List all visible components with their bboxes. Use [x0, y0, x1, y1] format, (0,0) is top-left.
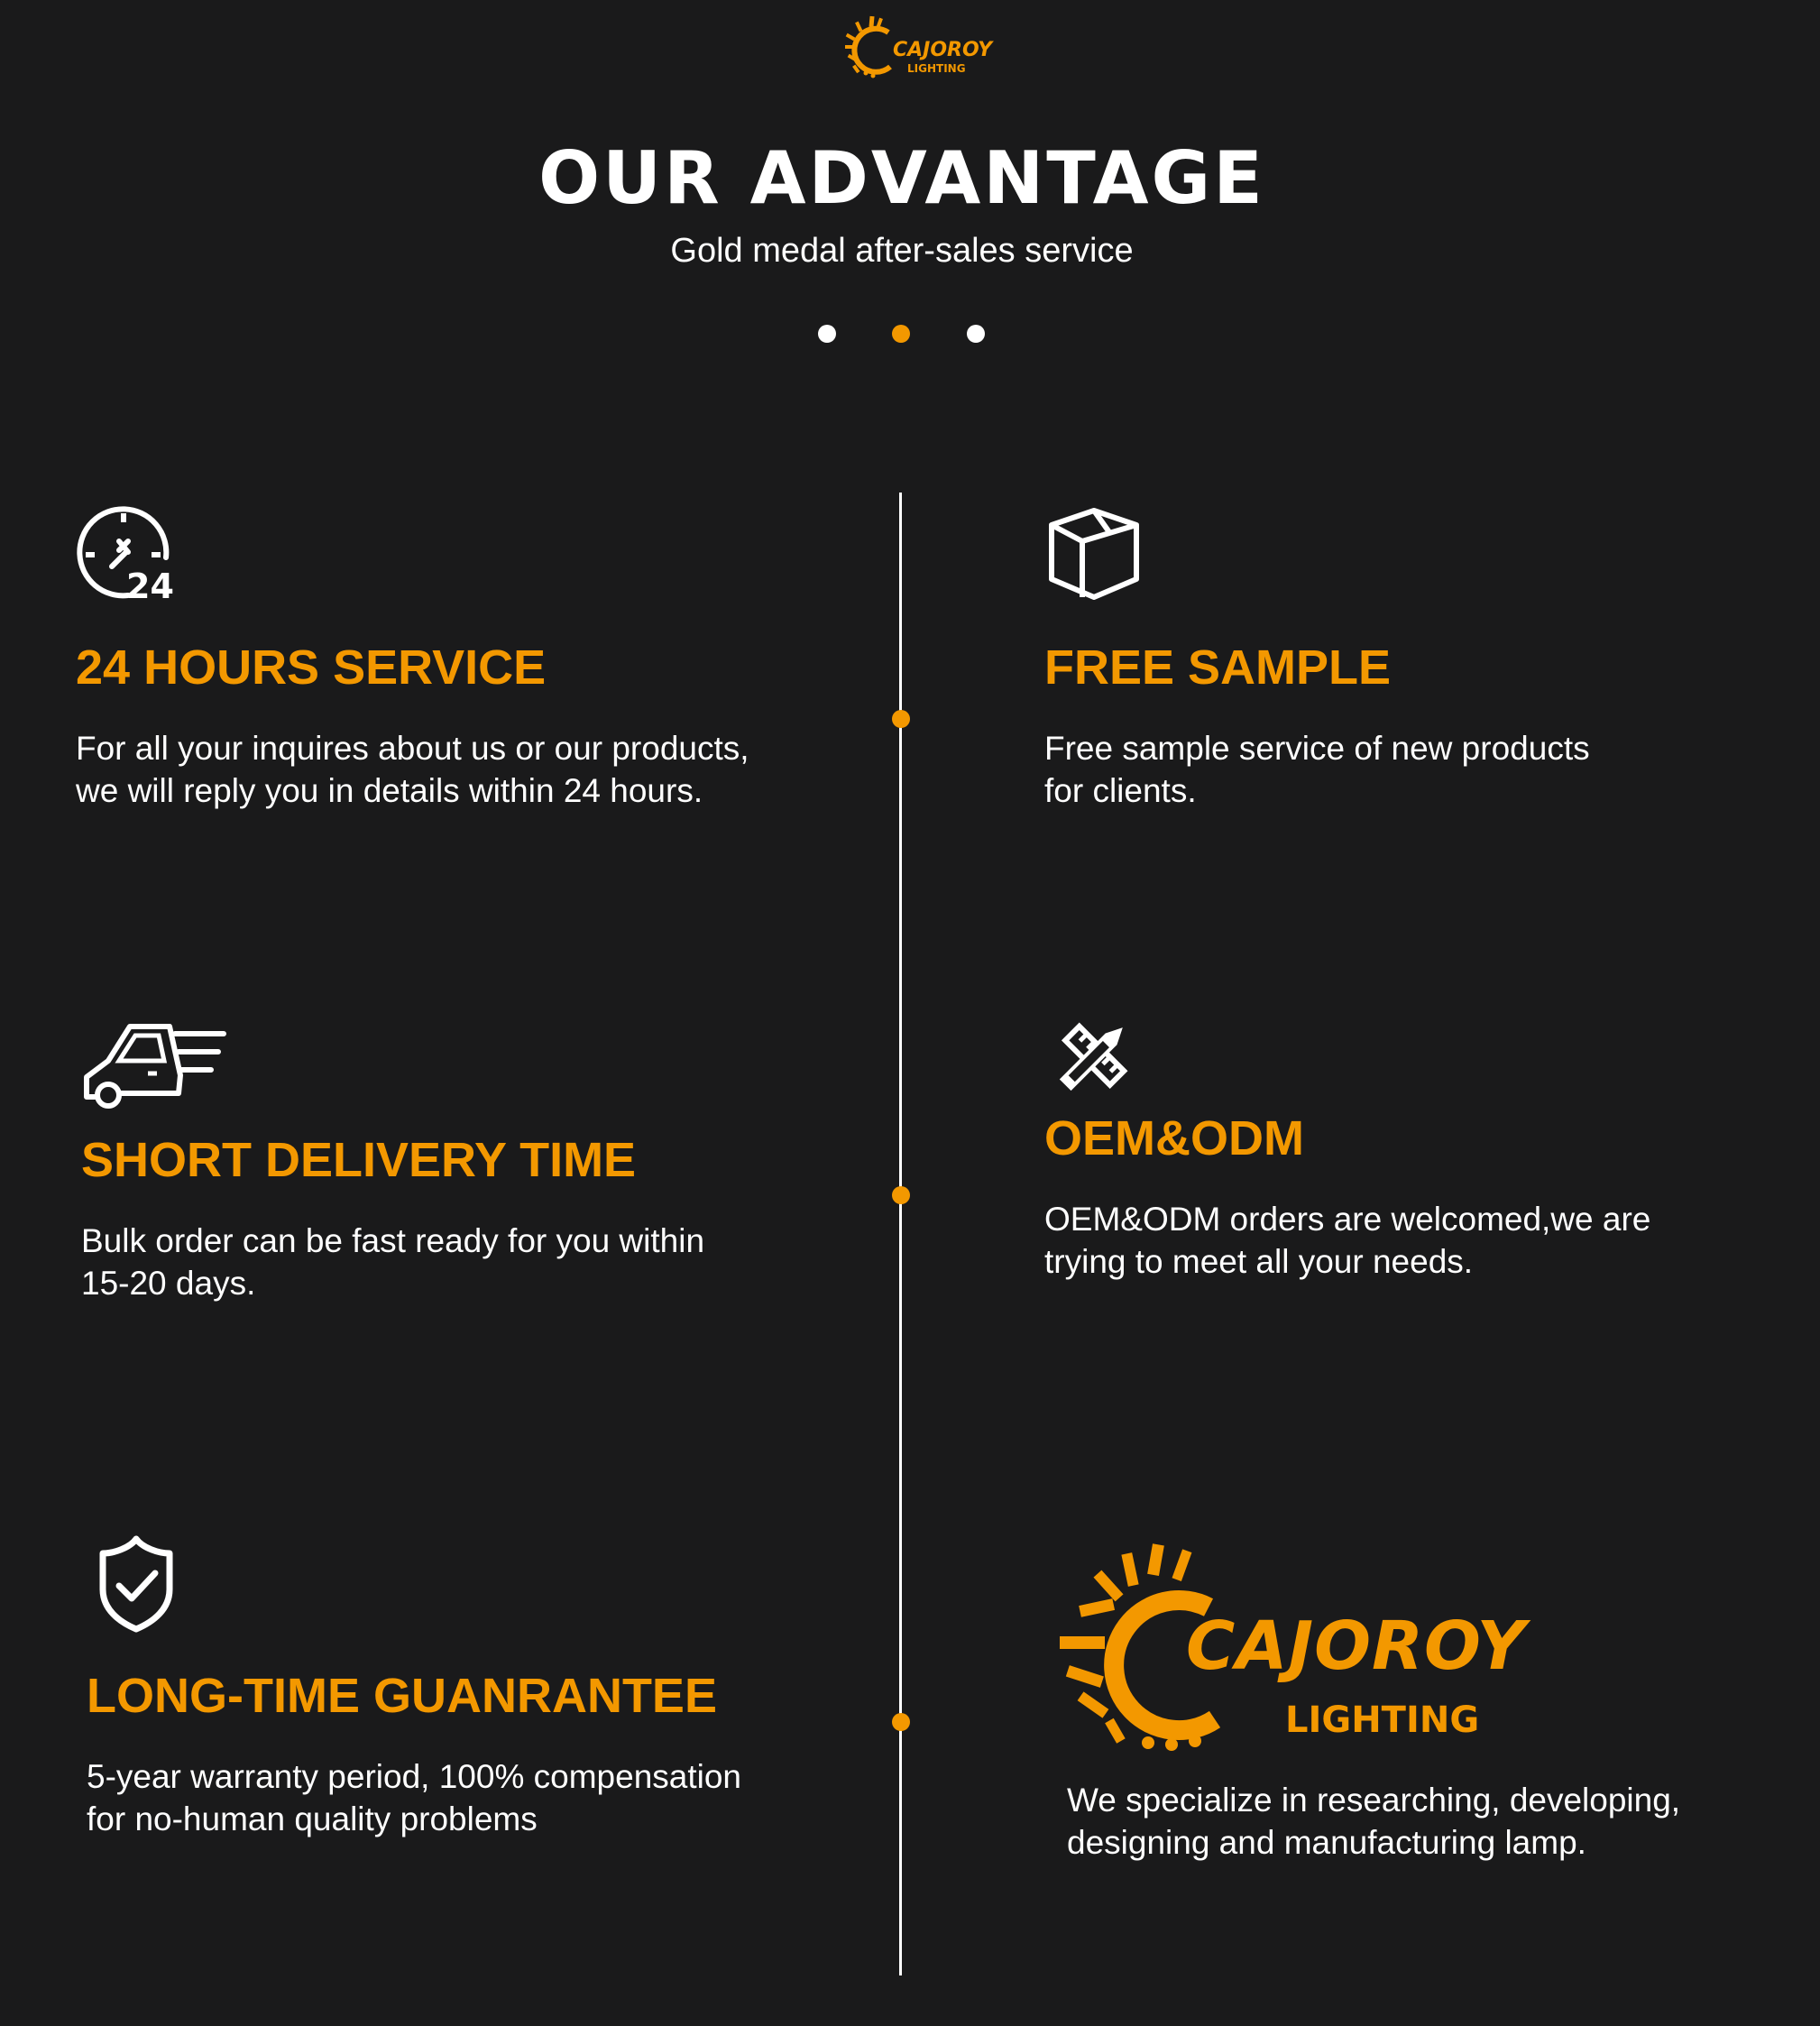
shield-check-icon	[87, 1533, 186, 1633]
logo-sub-text: LIGHTING	[1285, 1699, 1480, 1741]
feature-line: 15-20 days.	[81, 1265, 256, 1302]
feature-title: SHORT DELIVERY TIME	[81, 1133, 637, 1187]
feature-long-time-guarantee	[87, 1533, 826, 1840]
pager-dot-1[interactable]	[818, 325, 836, 343]
timeline-node-2	[892, 1186, 910, 1204]
logo-brand-text: CAJOROY	[1186, 1607, 1527, 1685]
clock-24-icon	[76, 505, 175, 604]
pencil-ruler-icon	[1044, 1007, 1144, 1106]
feature-title: FREE SAMPLE	[1044, 640, 1392, 695]
pager-dot-2-active[interactable]	[892, 325, 910, 343]
feature-24-hours	[76, 505, 815, 812]
page-subtitle: Gold medal after-sales service	[670, 232, 1134, 270]
about-line: We specialize in researching, developing,	[1067, 1782, 1681, 1819]
timeline-node-1	[892, 710, 910, 728]
feature-free-sample	[1044, 505, 1784, 812]
feature-title: OEM&ODM	[1044, 1111, 1304, 1165]
feature-line: for no-human quality problems	[87, 1800, 538, 1837]
timeline-node-3	[892, 1713, 910, 1731]
feature-line: For all your inquires about us or our products,	[76, 730, 749, 767]
feature-line: Bulk order can be fast ready for you within	[81, 1222, 705, 1259]
feature-line: OEM&ODM orders are welcomed,we are	[1044, 1201, 1651, 1238]
feature-line: trying to meet all your needs.	[1044, 1243, 1474, 1280]
feature-oem-odm	[1044, 1007, 1784, 1283]
cajoroy-logo-small	[825, 13, 993, 89]
cajoroy-logo-large	[1060, 1543, 1527, 1759]
about-text	[1067, 1779, 1788, 1864]
logo-brand-text: CAJOROY	[893, 39, 993, 61]
delivery-truck-icon	[81, 1008, 234, 1108]
feature-line: 5-year warranty period, 100% compensation	[87, 1758, 741, 1795]
pager-dot-3[interactable]	[967, 325, 985, 343]
feature-title: LONG-TIME GUANRANTEE	[87, 1669, 717, 1723]
feature-line: Free sample service of new products	[1044, 730, 1590, 767]
feature-short-delivery	[81, 1008, 821, 1304]
feature-title: 24 HOURS SERVICE	[76, 640, 547, 695]
page-title: OUR ADVANTAGE	[538, 136, 1265, 220]
feature-line: we will reply you in details within 24 hours.	[76, 772, 703, 809]
about-line: designing and manufacturing lamp.	[1067, 1824, 1586, 1861]
feature-line: for clients.	[1044, 772, 1197, 809]
box-icon	[1044, 505, 1144, 604]
logo-sub-text: LIGHTING	[907, 62, 966, 75]
svg-text:24: 24	[126, 566, 174, 606]
